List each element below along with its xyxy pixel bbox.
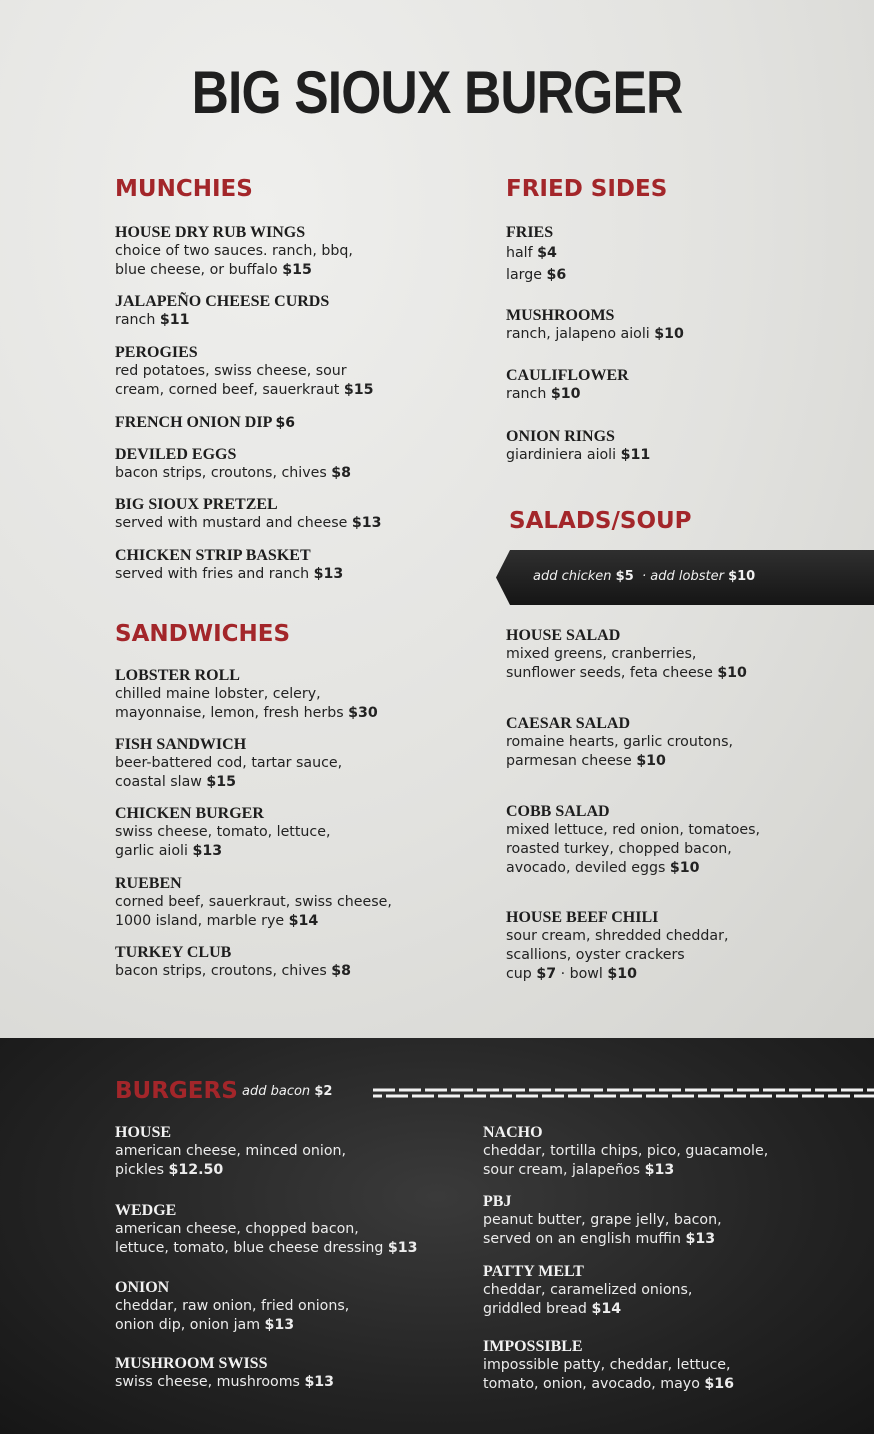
item-desc: griddled bread — [483, 1301, 587, 1317]
item-desc: american cheese, minced onion, — [115, 1143, 346, 1159]
item-price: $13 — [264, 1317, 295, 1333]
munchies-heading: MUNCHIES — [115, 176, 253, 202]
item-price: $10 — [636, 753, 666, 769]
item-name: FRENCH ONION DIP — [115, 414, 272, 431]
item-desc: onion dip, onion jam — [115, 1317, 261, 1333]
burger-mushroom-swiss — [115, 1354, 495, 1392]
menu-item-pretzel — [115, 495, 495, 533]
item-name: MUSHROOM SWISS — [115, 1355, 268, 1372]
item-name: CAESAR SALAD — [506, 715, 631, 732]
menu-item-cheese-curds — [115, 292, 495, 330]
menu-item-onion-dip — [115, 413, 495, 433]
item-desc: 1000 island, marble rye — [115, 913, 285, 929]
item-price: $13 — [685, 1231, 716, 1247]
item-desc: half — [506, 245, 533, 261]
item-name: IMPOSSIBLE — [483, 1338, 583, 1355]
item-name: ONION — [115, 1279, 170, 1296]
item-desc: cheddar, raw onion, fried onions, — [115, 1298, 350, 1314]
item-desc: ranch, jalapeno aioli — [506, 326, 650, 342]
item-price: $11 — [620, 447, 651, 463]
item-desc: giardiniera aioli — [506, 447, 617, 463]
item-price: $8 — [331, 963, 351, 979]
item-desc: roasted turkey, chopped bacon, — [506, 841, 732, 857]
item-desc: corned beef, sauerkraut, swiss cheese, — [115, 894, 392, 910]
burgers-heading: BURGERS — [115, 1078, 238, 1104]
item-desc: sunflower seeds, feta cheese — [506, 665, 713, 681]
item-desc: served on an english muffin — [483, 1231, 681, 1247]
item-desc: peanut butter, grape jelly, bacon, — [483, 1212, 722, 1228]
menu-item-fries — [506, 223, 874, 286]
add-protein-text: add chicken $5 · add lobster $10 — [533, 569, 756, 584]
burger-house — [115, 1123, 495, 1180]
item-desc: tomato, onion, avocado, mayo — [483, 1376, 700, 1392]
menu-item-caesar-salad — [506, 714, 874, 771]
item-desc: blue cheese, or buffalo — [115, 262, 278, 278]
item-name: BIG SIOUX PRETZEL — [115, 496, 278, 513]
menu-item-onion-rings — [506, 427, 874, 465]
item-price: $13 — [313, 566, 344, 582]
item-name: CHICKEN STRIP BASKET — [115, 547, 311, 564]
item-price: $10 — [717, 665, 747, 681]
item-desc: mayonnaise, lemon, fresh herbs — [115, 705, 344, 721]
item-price: $6 — [546, 267, 567, 283]
sandwiches-heading: SANDWICHES — [115, 621, 291, 647]
item-desc: mixed lettuce, red onion, tomatoes, — [506, 822, 761, 838]
item-desc: ranch — [115, 312, 156, 328]
menu-item-cauliflower — [506, 366, 874, 404]
item-desc: cup — [506, 966, 532, 982]
menu-item-fish-sandwich — [115, 735, 495, 792]
menu-item-perogies — [115, 343, 495, 400]
item-price: $15 — [206, 774, 237, 790]
menu-item-rueben — [115, 874, 495, 931]
item-desc: mixed greens, cranberries, — [506, 646, 697, 662]
item-desc: parmesan cheese — [506, 753, 632, 769]
dashed-divider — [373, 1086, 874, 1100]
menu-item-house-salad — [506, 626, 874, 683]
item-price: $10 — [669, 860, 700, 876]
item-name: MUSHROOMS — [506, 307, 615, 324]
item-desc: swiss cheese, tomato, lettuce, — [115, 824, 331, 840]
add-bacon-text: add bacon $2 — [242, 1084, 333, 1099]
item-desc: sour cream, shredded cheddar, — [506, 928, 729, 944]
item-name: PATTY MELT — [483, 1263, 584, 1280]
item-name: WEDGE — [115, 1202, 177, 1219]
burger-pbj — [483, 1192, 863, 1249]
item-desc: beer-battered cod, tartar sauce, — [115, 755, 343, 771]
item-desc: romaine hearts, garlic croutons, — [506, 734, 733, 750]
item-desc: scallions, oyster crackers — [506, 947, 685, 963]
item-desc: red potatoes, swiss cheese, sour — [115, 363, 347, 379]
item-desc: ranch — [506, 386, 547, 402]
item-price: $30 — [348, 705, 378, 721]
menu-item-lobster-roll — [115, 666, 495, 723]
item-name: TURKEY CLUB — [115, 944, 232, 961]
item-name: COBB SALAD — [506, 803, 610, 820]
item-desc: cheddar, tortilla chips, pico, guacamole, — [483, 1143, 769, 1159]
fried-sides-heading: FRIED SIDES — [506, 176, 668, 202]
menu-item-mushrooms — [506, 306, 874, 344]
item-price: $15 — [282, 262, 312, 278]
item-name: LOBSTER ROLL — [115, 667, 240, 684]
item-price: $13 — [304, 1374, 335, 1390]
item-name: HOUSE — [115, 1124, 172, 1141]
item-desc: served with fries and ranch — [115, 566, 310, 582]
item-name: CHICKEN BURGER — [115, 805, 264, 822]
item-name: NACHO — [483, 1124, 543, 1141]
item-price: $4 — [537, 245, 557, 261]
item-name: ONION RINGS — [506, 428, 615, 445]
item-desc: swiss cheese, mushrooms — [115, 1374, 300, 1390]
item-price: $13 — [192, 843, 223, 859]
item-price: $6 — [275, 415, 295, 431]
item-name: HOUSE BEEF CHILI — [506, 909, 659, 926]
menu-item-wings — [115, 223, 495, 280]
item-name: DEVILED EGGS — [115, 446, 237, 463]
item-desc: chilled maine lobster, celery, — [115, 686, 321, 702]
burger-impossible — [483, 1337, 863, 1394]
page-title: BIG SIOUX BURGER — [191, 59, 683, 126]
menu-item-chicken-strips — [115, 546, 495, 584]
item-desc: large — [506, 267, 542, 283]
item-name: FISH SANDWICH — [115, 736, 247, 753]
item-price: $15 — [343, 382, 374, 398]
item-desc: bacon strips, croutons, chives — [115, 465, 327, 481]
item-desc: avocado, deviled eggs — [506, 860, 666, 876]
burger-onion — [115, 1278, 495, 1335]
menu-item-deviled-eggs — [115, 445, 495, 483]
salads-heading: SALADS/SOUP — [509, 508, 692, 534]
item-price: $13 — [387, 1240, 418, 1256]
burger-patty-melt — [483, 1262, 863, 1319]
item-desc: sour cream, jalapeños — [483, 1162, 641, 1178]
item-name: FRIES — [506, 224, 554, 241]
item-price: $14 — [288, 913, 319, 929]
menu-item-turkey-club — [115, 943, 495, 981]
item-desc: cheddar, caramelized onions, — [483, 1282, 693, 1298]
item-price: $16 — [704, 1376, 735, 1392]
item-desc: american cheese, chopped bacon, — [115, 1221, 359, 1237]
item-desc: pickles — [115, 1162, 165, 1178]
item-name: PBJ — [483, 1193, 512, 1210]
item-desc: choice of two sauces. ranch, bbq, — [115, 243, 353, 259]
item-desc: lettuce, tomato, blue cheese dressing — [115, 1240, 384, 1256]
item-price: $10 — [550, 386, 581, 402]
item-desc: bowl — [569, 966, 603, 982]
item-price: $13 — [351, 515, 382, 531]
item-name: PEROGIES — [115, 344, 198, 361]
item-price: $11 — [159, 312, 190, 328]
item-price: $14 — [591, 1301, 622, 1317]
item-name: HOUSE DRY RUB WINGS — [115, 224, 306, 241]
item-price: $13 — [644, 1162, 675, 1178]
item-name: JALAPEÑO CHEESE CURDS — [115, 293, 330, 310]
item-name: HOUSE SALAD — [506, 627, 621, 644]
item-price: $10 — [654, 326, 684, 342]
item-price: $7 — [536, 966, 557, 982]
burger-wedge — [115, 1201, 495, 1258]
burger-nacho — [483, 1123, 863, 1180]
menu-item-beef-chili: HOUSE BEEF CHILI sour cream, shredded cheddar, scallions, oyster crackers cup $7 · bowl $10 — [506, 908, 874, 984]
item-name: CAULIFLOWER — [506, 367, 629, 384]
item-price: $10 — [607, 966, 637, 982]
item-price: $12.50 — [168, 1162, 224, 1178]
item-desc: bacon strips, croutons, chives — [115, 963, 327, 979]
item-desc: coastal slaw — [115, 774, 202, 790]
menu-item-chicken-burger — [115, 804, 495, 861]
item-desc: served with mustard and cheese — [115, 515, 348, 531]
item-desc: cream, corned beef, sauerkraut — [115, 382, 340, 398]
item-price: $8 — [331, 465, 351, 481]
item-desc: impossible patty, cheddar, lettuce, — [483, 1357, 731, 1373]
item-name: RUEBEN — [115, 875, 182, 892]
item-desc: garlic aioli — [115, 843, 188, 859]
menu-item-cobb-salad — [506, 802, 874, 878]
